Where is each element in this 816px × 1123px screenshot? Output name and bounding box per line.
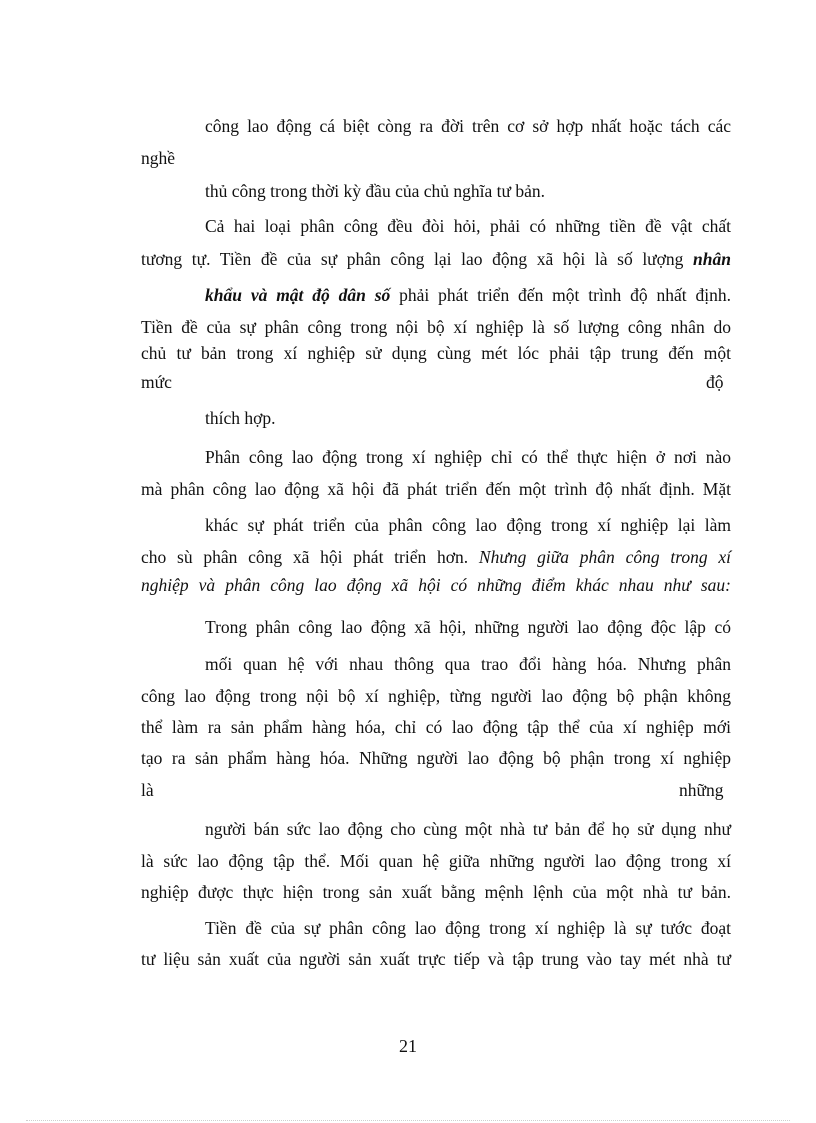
text-line — [205, 284, 731, 306]
text-run: cho sù phân công xã hội phát triển hơn. — [141, 547, 469, 567]
text-line: khác sự phát triển của phân công lao động trong xí nghiệp lại làm — [205, 515, 731, 535]
text-line: mối quan hệ với nhau thông qua trao đổi hàng hóa. Nhưng phân — [205, 654, 731, 674]
text-line: công lao động cá biệt còng ra đời trên cơ sở hợp nhất hoặc tách các — [205, 116, 731, 136]
emphasis-text: khẩu và mật độ dân số — [205, 285, 391, 305]
italic-text: Nhưng giữa phân công trong xí — [468, 547, 732, 567]
emphasis-text: nhân — [693, 249, 731, 269]
text-line: nghiệp và phân công lao động xã hội có những điểm khác nhau như sau: — [141, 575, 731, 595]
text-run: tương tự. Tiền đề của sự phân công lại lao động xã hội là số lượng — [141, 249, 684, 269]
text-line: thủ công trong thời kỳ đầu của chủ nghĩa tư bản. — [205, 181, 545, 201]
text-line: Tiền đề của sự phân công lao động trong xí nghiệp là sự tước đoạt — [205, 918, 731, 938]
text-line — [141, 248, 731, 270]
text-line: những — [679, 780, 724, 800]
text-line: mà phân công lao động xã hội đã phát triển đến một trình độ nhất định. Mặt — [141, 479, 731, 499]
text-line — [141, 546, 731, 568]
text-line: mức — [141, 372, 172, 392]
text-line: nghiệp được thực hiện trong sản xuất bằng mệnh lệnh của một nhà tư bản. — [141, 882, 731, 902]
text-line: là — [141, 780, 154, 800]
text-run: phải phát triển đến một trình độ nhất định. — [390, 285, 731, 305]
text-line: là sức lao động tập thể. Mối quan hệ giữa những người lao động trong xí — [141, 851, 731, 871]
text-line: người bán sức lao động cho cùng một nhà tư bản để họ sử dụng như — [205, 819, 731, 839]
text-line: tạo ra sản phẩm hàng hóa. Những người lao động bộ phận trong xí nghiệp — [141, 748, 731, 768]
text-line: thích hợp. — [205, 408, 276, 428]
text-line: độ — [706, 372, 724, 392]
text-line: thể làm ra sản phẩm hàng hóa, chỉ có lao động tập thể của xí nghiệp mới — [141, 717, 731, 737]
text-line: Phân công lao động trong xí nghiệp chỉ có thể thực hiện ở nơi nào — [205, 447, 731, 467]
text-line: nghề — [141, 148, 176, 168]
text-line: công lao động trong nội bộ xí nghiệp, từng người lao động bộ phận không — [141, 686, 731, 706]
text-line: Cả hai loại phân công đều đòi hỏi, phải có những tiền đề vật chất — [205, 216, 731, 236]
page-bottom-divider — [26, 1120, 790, 1121]
text-line: Trong phân công lao động xã hội, những người lao động độc lập có — [205, 617, 731, 637]
text-line: tư liệu sản xuất của người sản xuất trực tiếp và tập trung vào tay mét nhà tư — [141, 949, 731, 969]
page-number: 21 — [399, 1036, 417, 1056]
text-line: Tiền đề của sự phân công trong nội bộ xí nghiệp là số lượng công nhân do — [141, 317, 731, 337]
text-line: chủ tư bản trong xí nghiệp sử dụng cùng mét lóc phải tập trung đến một — [141, 343, 731, 363]
